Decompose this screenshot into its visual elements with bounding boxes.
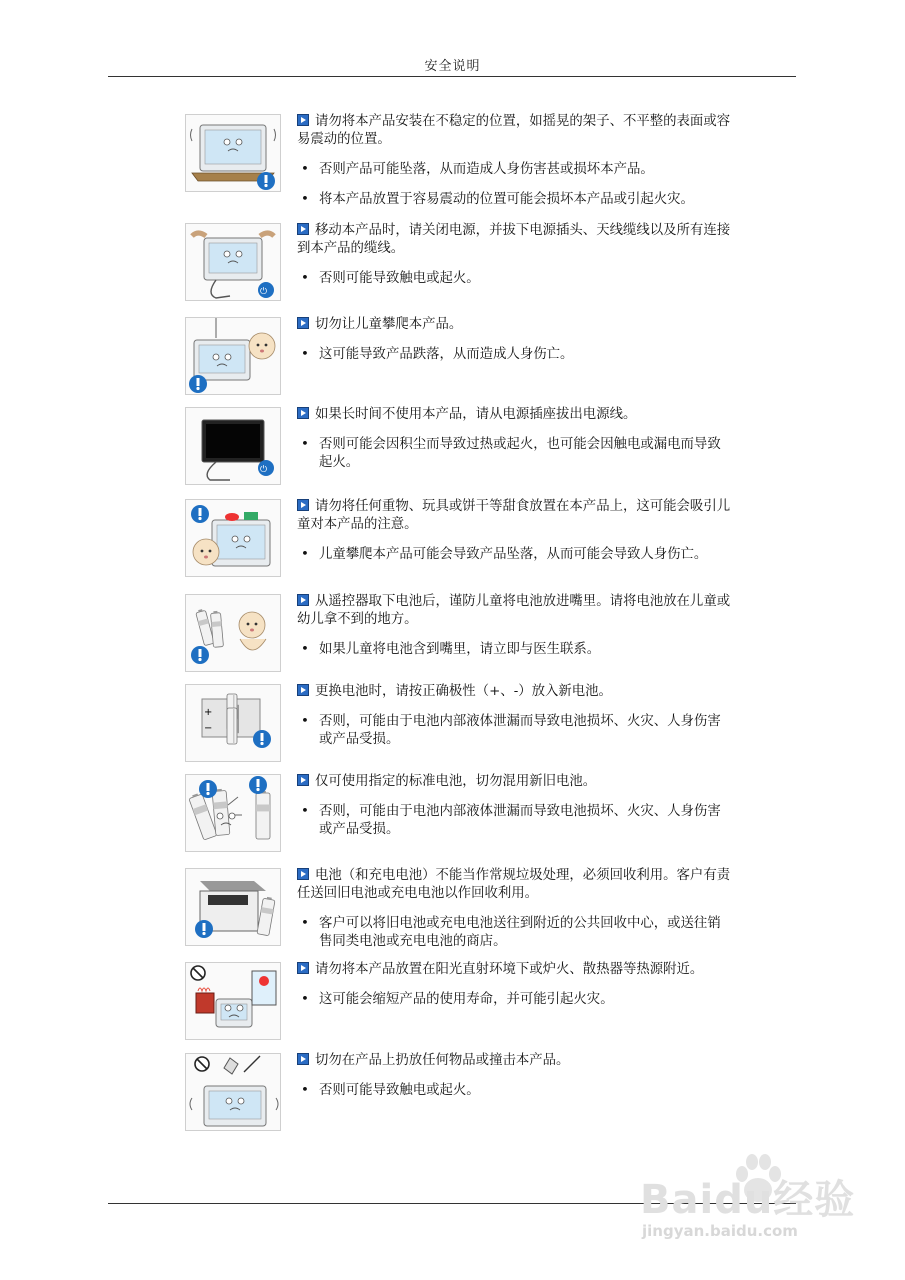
safety-text xyxy=(297,222,733,300)
warning-statement xyxy=(297,867,733,903)
illustration-graphic xyxy=(186,500,280,576)
warning-text: 移动本产品时，请关闭电源，并拔下电源插头、天线缆线以及所有连接到本产品的缆线。 xyxy=(297,223,731,256)
svg-text:⏻: ⏻ xyxy=(260,287,268,297)
play-arrow-icon xyxy=(297,223,309,235)
bullet-item: • 客户可以将旧电池或充电电池送往到附近的公共回收中心，或送往销售同类电池或充电电池的商店。 xyxy=(297,915,733,951)
warning-text: 如果长时间不使用本产品，请从电源插座拔出电源线。 xyxy=(315,407,637,422)
watermark xyxy=(640,1150,880,1260)
illustration-graphic xyxy=(186,224,280,300)
warning-text: 更换电池时，请按正确极性（+、-）放入新电池。 xyxy=(315,684,612,699)
safety-illustration xyxy=(185,317,281,395)
watermark-brand: Baidu经验 xyxy=(640,1177,856,1223)
safety-text xyxy=(297,867,733,963)
bullet-item: • 否则，可能由于电池内部液体泄漏而导致电池损坏、火灾、人身伤害或产品受损。 xyxy=(297,803,733,839)
bullet-item: • 否则产品可能坠落，从而造成人身伤害甚或损坏本产品。 xyxy=(297,161,733,179)
play-arrow-icon xyxy=(297,774,309,786)
play-arrow-icon xyxy=(297,684,309,696)
bullet-item: • 否则可能导致触电或起火。 xyxy=(297,270,733,288)
safety-illustration xyxy=(185,962,281,1040)
warning-statement xyxy=(297,683,733,701)
safety-text xyxy=(297,406,733,484)
svg-text:−: − xyxy=(204,723,213,734)
safety-illustration xyxy=(185,114,281,192)
bullet-item: • 否则，可能由于电池内部液体泄漏而导致电池损坏、火灾、人身伤害或产品受损。 xyxy=(297,713,733,749)
header-rule xyxy=(108,76,796,77)
safety-illustration xyxy=(185,499,281,577)
play-arrow-icon xyxy=(297,868,309,880)
warning-statement xyxy=(297,113,733,149)
illustration-graphic xyxy=(186,318,280,394)
warning-statement xyxy=(297,498,733,534)
warning-text: 切勿在产品上扔放任何物品或撞击本产品。 xyxy=(315,1053,570,1068)
play-arrow-icon xyxy=(297,317,309,329)
safety-illustration xyxy=(185,407,281,485)
illustration-graphic xyxy=(186,408,280,484)
bullet-item: • 将本产品放置于容易震动的位置可能会损坏本产品或引起火灾。 xyxy=(297,191,733,209)
warning-statement xyxy=(297,773,733,791)
illustration-graphic xyxy=(186,685,280,761)
safety-text xyxy=(297,316,733,376)
bullet-item: • 这可能导致产品跌落，从而造成人身伤亡。 xyxy=(297,346,733,364)
bullet-item: • 如果儿童将电池含到嘴里，请立即与医生联系。 xyxy=(297,641,733,659)
warning-text: 请勿将本产品安装在不稳定的位置，如摇晃的架子、不平整的表面或容易震动的位置。 xyxy=(297,114,731,147)
safety-text xyxy=(297,961,733,1021)
warning-text: 切勿让儿童攀爬本产品。 xyxy=(315,317,463,332)
safety-text xyxy=(297,113,733,221)
svg-text:⏻: ⏻ xyxy=(260,465,268,475)
warning-statement xyxy=(297,222,733,258)
safety-illustration xyxy=(185,1053,281,1131)
illustration-graphic xyxy=(186,775,280,851)
warning-text: 从遥控器取下电池后，谨防儿童将电池放进嘴里。请将电池放在儿童或幼儿拿不到的地方。 xyxy=(297,594,731,627)
illustration-graphic xyxy=(186,595,280,671)
play-arrow-icon xyxy=(297,114,309,126)
bullet-item: • 否则可能导致触电或起火。 xyxy=(297,1082,733,1100)
warning-statement xyxy=(297,406,733,424)
illustration-graphic xyxy=(186,963,280,1039)
bullet-item: • 否则可能会因积尘而导致过热或起火，也可能会因触电或漏电而导致起火。 xyxy=(297,436,733,472)
bullet-item: • 儿童攀爬本产品可能会导致产品坠落，从而可能会导致人身伤亡。 xyxy=(297,546,733,564)
illustration-graphic xyxy=(186,115,280,191)
illustration-graphic xyxy=(186,869,280,945)
safety-text xyxy=(297,1052,733,1112)
warning-statement xyxy=(297,961,733,979)
svg-text:+: + xyxy=(204,707,213,718)
play-arrow-icon xyxy=(297,499,309,511)
page-header-title: 安全说明 xyxy=(424,59,481,74)
warning-text: 请勿将本产品放置在阳光直射环境下或炉火、散热器等热源附近。 xyxy=(315,962,704,977)
bullet-item: • 这可能会缩短产品的使用寿命，并可能引起火灾。 xyxy=(297,991,733,1009)
warning-statement xyxy=(297,1052,733,1070)
warning-statement xyxy=(297,593,733,629)
watermark-site: jingyan.baidu.com xyxy=(642,1222,798,1240)
safety-text xyxy=(297,498,733,576)
safety-text xyxy=(297,683,733,761)
play-arrow-icon xyxy=(297,407,309,419)
safety-illustration xyxy=(185,594,281,672)
illustration-graphic xyxy=(186,1054,280,1130)
play-arrow-icon xyxy=(297,594,309,606)
safety-illustration xyxy=(185,223,281,301)
play-arrow-icon xyxy=(297,962,309,974)
warning-text: 仅可使用指定的标准电池，切勿混用新旧电池。 xyxy=(315,774,597,789)
warning-statement xyxy=(297,316,733,334)
play-arrow-icon xyxy=(297,1053,309,1065)
warning-text: 请勿将任何重物、玩具或饼干等甜食放置在本产品上，这可能会吸引儿童对本产品的注意。 xyxy=(297,499,731,532)
safety-illustration xyxy=(185,684,281,762)
safety-illustration xyxy=(185,868,281,946)
safety-text xyxy=(297,773,733,851)
warning-text: 电池（和充电电池）不能当作常规垃圾处理，必须回收利用。客户有责任送回旧电池或充电电池以作回收利用。 xyxy=(297,868,731,901)
safety-text xyxy=(297,593,733,671)
safety-illustration xyxy=(185,774,281,852)
